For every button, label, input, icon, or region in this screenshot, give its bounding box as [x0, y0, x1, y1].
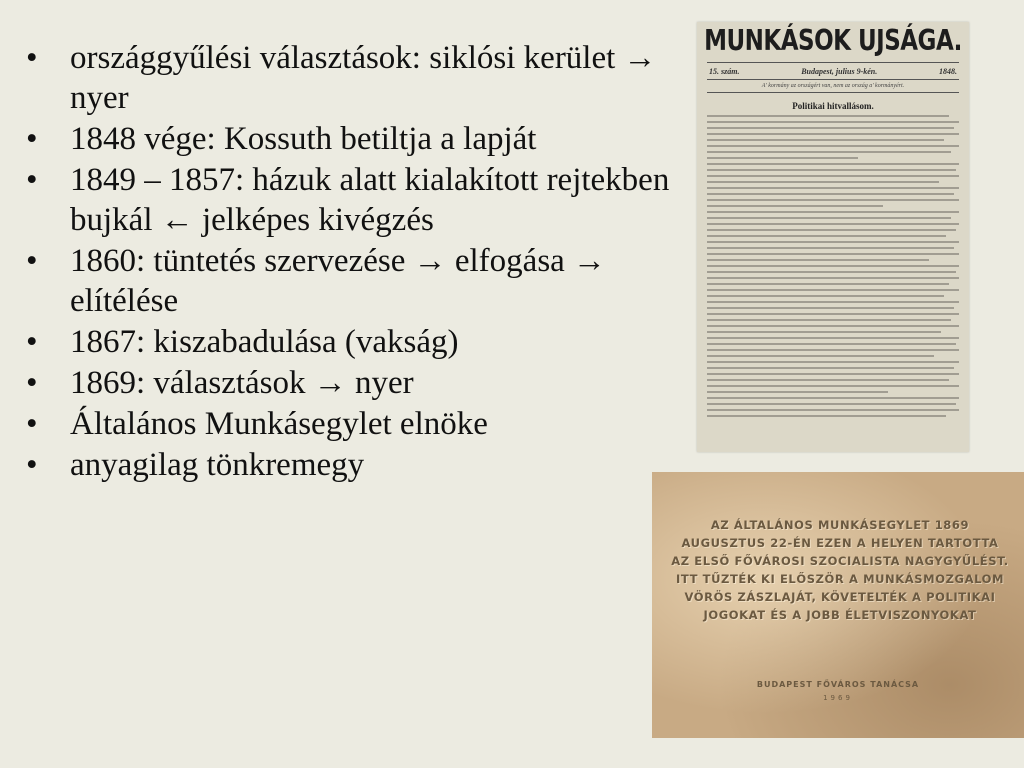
newspaper-text-line — [707, 259, 929, 261]
newspaper-text-line — [707, 241, 959, 243]
newspaper-text-line — [707, 373, 959, 375]
newspaper-text-line — [707, 403, 956, 405]
newspaper-year: 1848. — [939, 67, 957, 76]
newspaper-text-line — [707, 133, 959, 135]
bullet-marker: • — [26, 162, 38, 198]
newspaper-heading: Politikai hitvallásom. — [792, 101, 874, 111]
bullet-marker: • — [26, 324, 38, 360]
newspaper-text-line — [707, 283, 949, 285]
newspaper-rule — [707, 92, 959, 93]
newspaper-text-line — [707, 151, 951, 153]
newspaper-title: MUNKÁSOK UJSÁGA. — [704, 24, 962, 58]
plaque-signature: BUDAPEST FŐVÁROS TANÁCSA — [756, 680, 920, 689]
bullet-marker: • — [26, 121, 38, 157]
newspaper-text-line — [707, 397, 959, 399]
newspaper-text-line — [707, 277, 959, 279]
newspaper-text-line — [707, 115, 949, 117]
newspaper-text-line — [707, 223, 959, 225]
memorial-plaque-image — [652, 472, 1024, 738]
newspaper-text-line — [707, 349, 959, 351]
newspaper-text-line — [707, 361, 959, 363]
newspaper-text-line — [707, 271, 956, 273]
newspaper-text-line — [707, 337, 959, 339]
newspaper-issue: 15. szám. — [709, 67, 740, 76]
bullet-item — [20, 445, 685, 485]
newspaper-text-line — [707, 313, 959, 315]
newspaper-text-line — [707, 157, 858, 159]
newspaper-text-line — [707, 409, 959, 411]
bullet-text: anyagilag tönkremegy — [70, 447, 365, 483]
newspaper-text-line — [707, 391, 888, 393]
newspaper-text-line — [707, 331, 941, 333]
newspaper-text-line — [707, 163, 959, 165]
newspaper-text-line — [707, 265, 959, 267]
newspaper-text-line — [707, 139, 944, 141]
newspaper-text-line — [707, 205, 883, 207]
bullet-text: 1848 vége: Kossuth betiltja a lapját — [70, 121, 537, 157]
bullet-list — [20, 38, 685, 486]
bullet-text: 1849 – 1857: házuk alatt kialakított rejtekben bujkál ← jelképes kivégzés — [70, 162, 670, 238]
newspaper-text-line — [707, 199, 959, 201]
newspaper-text-line — [707, 235, 946, 237]
plaque-year: 1969 — [823, 694, 853, 702]
newspaper-text-line — [707, 169, 956, 171]
bullet-marker: • — [26, 365, 38, 401]
newspaper-text-line — [707, 127, 954, 129]
newspaper-text-line — [707, 355, 934, 357]
bullet-marker: • — [26, 40, 38, 76]
newspaper-text-line — [707, 229, 956, 231]
newspaper-text-line — [707, 385, 959, 387]
newspaper-meta — [697, 63, 969, 79]
newspaper-text-line — [707, 295, 944, 297]
bullet-item — [20, 160, 685, 240]
bullet-marker: • — [26, 447, 38, 483]
newspaper-motto: A' kormány az országért van, nem az ország a' kormányért. — [761, 83, 905, 89]
newspaper-text-line — [707, 247, 954, 249]
newspaper-text-line — [707, 379, 949, 381]
newspaper-text-line — [707, 415, 946, 417]
bullet-text: országgyűlési választások: siklósi kerület → nyer — [70, 40, 657, 116]
bullet-text: Általános Munkásegylet elnöke — [70, 406, 488, 442]
bullet-item — [20, 241, 685, 321]
newspaper-text-line — [707, 367, 954, 369]
newspaper-text-line — [707, 319, 951, 321]
bullet-item — [20, 363, 685, 403]
bullet-text: 1867: kiszabadulása (vakság) — [70, 324, 459, 360]
newspaper-text-line — [707, 217, 951, 219]
plaque-inscription: AZ ÁLTALÁNOS MUNKÁSEGYLET 1869 AUGUSZTUS 22-ÉN EZEN A HELYEN TARTOTTA AZ ELSŐ FŐVÁROSI SZOCIALISTA NAGYGYŰLÉST. ITT TŰZTÉK KI ELŐSZÖR A MUNKÁSMOZGALOM VÖRÖS ZÁSZLAJÁT, KÖVETELTÉK A POLITIKAI JOGOKAT ÉS A JOBB ÉLETVISZONYOKAT — [671, 518, 1009, 622]
newspaper-text-line — [707, 253, 959, 255]
newspaper-text-line — [707, 193, 954, 195]
newspaper-text-line — [707, 289, 959, 291]
newspaper-image — [697, 22, 969, 452]
bullet-marker: • — [26, 243, 38, 279]
bullet-item — [20, 322, 685, 362]
newspaper-text-line — [707, 175, 959, 177]
newspaper-text-line — [707, 301, 959, 303]
bullet-text: 1869: választások → nyer — [70, 365, 414, 401]
bullet-item — [20, 404, 685, 444]
newspaper-text-line — [707, 121, 959, 123]
newspaper-text-line — [707, 145, 959, 147]
newspaper-text-line — [707, 181, 939, 183]
bullet-marker: • — [26, 406, 38, 442]
bullet-text: 1860: tüntetés szervezése → elfogása → elítélése — [70, 243, 607, 319]
newspaper-text-line — [707, 211, 959, 213]
newspaper-text-line — [707, 307, 954, 309]
bullet-item — [20, 38, 685, 118]
newspaper-body-text — [697, 115, 969, 417]
newspaper-dateline: Budapest, julius 9-kén. — [801, 67, 878, 76]
newspaper-text-line — [707, 325, 959, 327]
newspaper-text-line — [707, 187, 959, 189]
newspaper-text-line — [707, 343, 956, 345]
bullet-item — [20, 119, 685, 159]
